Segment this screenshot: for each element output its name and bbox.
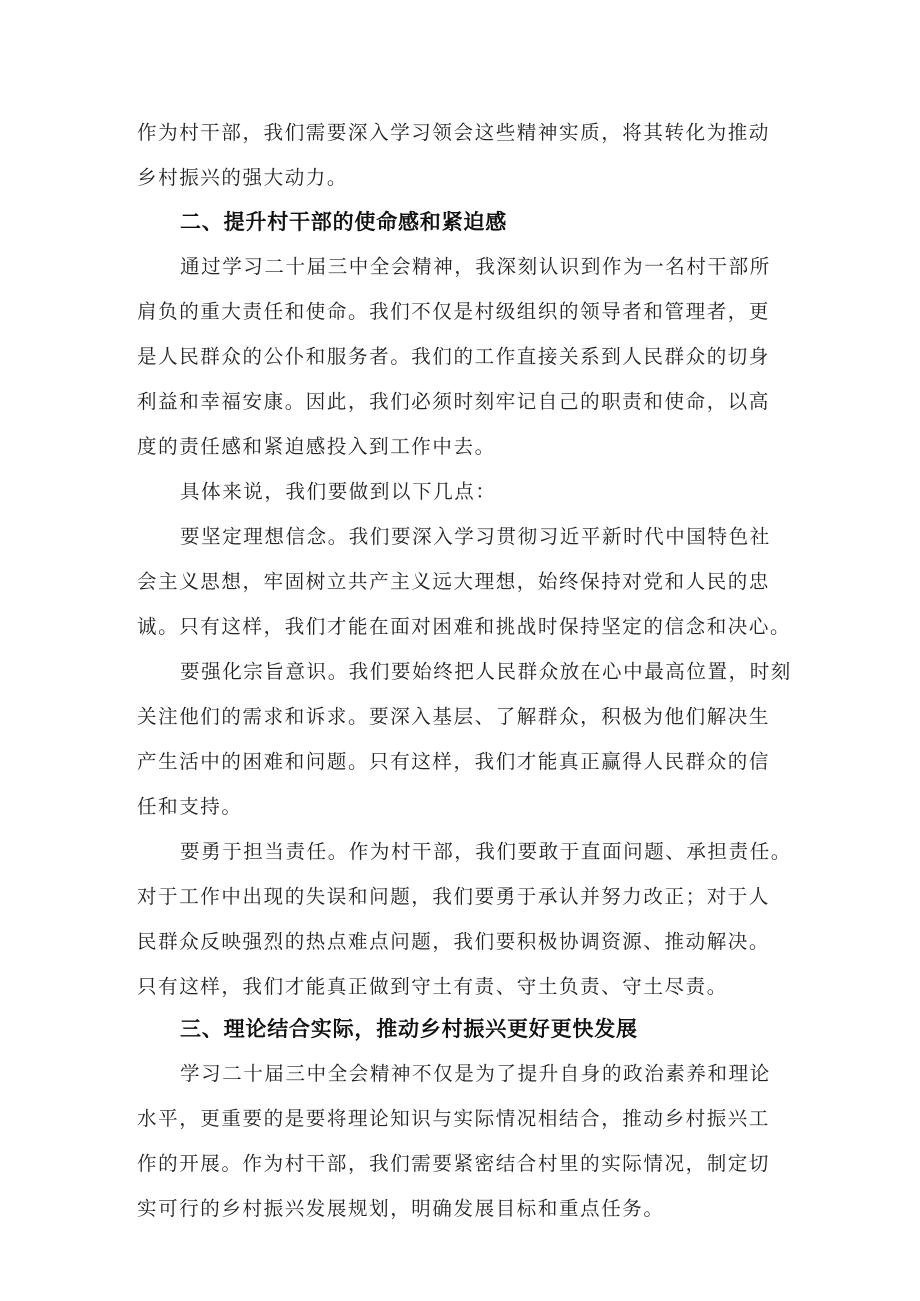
paragraph-line: 要强化宗旨意识。我们要始终把人民群众放在心中最高位置，时刻	[180, 660, 792, 683]
paragraph-line: 肩负的重大责任和使命。我们不仅是村级组织的领导者和管理者，更	[137, 300, 771, 323]
paragraph-line: 利益和幸福安康。因此，我们必须时刻牢记自己的职责和使命，以高	[137, 390, 771, 413]
paragraph-line: 任和支持。	[137, 795, 243, 818]
section-heading-3: 三、理论结合实际，推动乡村振兴更好更快发展	[180, 1017, 638, 1041]
paragraph-line: 要勇于担当责任。作为村干部，我们要敢于直面问题、承担责任。	[180, 840, 792, 863]
paragraph-line: 具体来说，我们要做到以下几点：	[180, 480, 497, 503]
section-heading-2: 二、提升村干部的使命感和紧迫感	[180, 210, 507, 234]
paragraph-line: 对于工作中出现的失误和问题，我们要勇于承认并努力改正；对于人	[137, 885, 771, 908]
paragraph-line: 度的责任感和紧迫感投入到工作中去。	[137, 435, 496, 458]
paragraph-line: 只有这样，我们才能真正做到守土有责、守土负责、守土尽责。	[137, 975, 728, 998]
paragraph-line: 作为村干部，我们需要深入学习领会这些精神实质，将其转化为推动	[137, 121, 771, 144]
paragraph-line: 会主义思想，牢固树立共产主义远大理想，始终保持对党和人民的忠	[137, 570, 771, 593]
paragraph-line: 通过学习二十届三中全会精神，我深刻认识到作为一名村干部所	[180, 255, 771, 278]
paragraph-line: 乡村振兴的强大动力。	[137, 166, 349, 189]
paragraph-line: 学习二十届三中全会精神不仅是为了提升自身的政治素养和理论	[180, 1062, 771, 1085]
paragraph-line: 水平，更重要的是要将理论知识与实际情况相结合，推动乡村振兴工	[137, 1107, 771, 1130]
paragraph-line: 诚。只有这样，我们才能在面对困难和挑战时保持坚定的信念和决心。	[137, 615, 792, 638]
paragraph-line: 关注他们的需求和诉求。要深入基层、了解群众，积极为他们解决生	[137, 705, 771, 728]
paragraph-line: 作的开展。作为村干部，我们需要紧密结合村里的实际情况，制定切	[137, 1152, 771, 1175]
paragraph-line: 民群众反映强烈的热点难点问题，我们要积极协调资源、推动解决。	[137, 930, 771, 953]
paragraph-line: 要坚定理想信念。我们要深入学习贯彻习近平新时代中国特色社	[180, 525, 771, 548]
paragraph-line: 实可行的乡村振兴发展规划，明确发展目标和重点任务。	[137, 1197, 665, 1220]
paragraph-line: 产生活中的困难和问题。只有这样，我们才能真正赢得人民群众的信	[137, 750, 771, 773]
paragraph-line: 是人民群众的公仆和服务者。我们的工作直接关系到人民群众的切身	[137, 345, 771, 368]
